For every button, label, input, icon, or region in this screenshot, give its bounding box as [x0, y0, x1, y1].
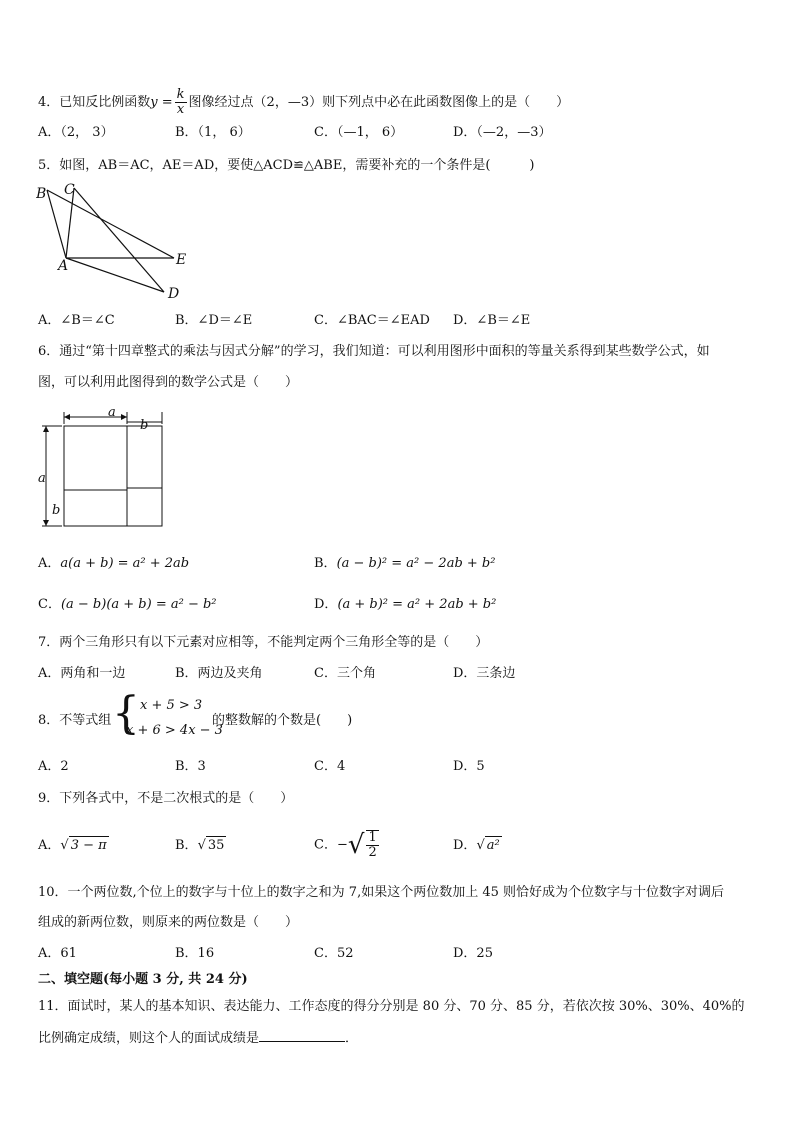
q8-inequality-2: x + 6 > 4x − 3 — [126, 723, 223, 738]
radical-sign-icon: √ — [347, 830, 365, 860]
q9-option-d-label: D． — [453, 838, 477, 853]
radical-sign-icon: √ — [476, 838, 485, 853]
q9-option-d[interactable] — [453, 836, 502, 855]
q9-option-c-den: 2 — [368, 845, 377, 860]
q9-option-c-label: C． — [314, 837, 337, 853]
q4-option-d[interactable]: D．（—2，—3） — [453, 125, 552, 140]
q8-inequality-1: x + 5 > 3 — [140, 698, 203, 713]
q6-arrow-left-bottom — [43, 520, 49, 526]
q6-option-d-label: D． — [314, 597, 338, 612]
q9-option-a-label: A． — [38, 838, 61, 853]
q5-label-c: C — [64, 182, 75, 198]
q5-label-b: B — [36, 186, 47, 202]
q11-stem-line1: 11．面试时，某人的基本知识、表达能力、工作态度的得分分别是 80 分、70 分、85 分，若依次按 30%、30%、40%的 — [38, 999, 745, 1014]
q4-stem-before: 4．已知反比例函数 — [38, 95, 151, 110]
q5-option-d[interactable]: D．∠B＝∠E — [453, 313, 531, 328]
q9-option-c-num: 1 — [368, 830, 377, 845]
q6-option-a-formula: a(a + b) = a² + 2ab — [60, 556, 190, 571]
q6-option-a[interactable] — [38, 555, 189, 573]
q9-option-d-radicand: a² — [486, 838, 500, 853]
q6-option-c-formula: (a − b)(a + b) = a² − b² — [60, 597, 217, 612]
q5-label-e: E — [176, 252, 187, 268]
q6-label-left-b: b — [52, 503, 61, 518]
q9-option-b-radicand: 35 — [207, 838, 225, 853]
q5-option-c[interactable]: C．∠BAC＝∠EAD — [314, 313, 430, 328]
q8-option-a[interactable]: A．2 — [38, 759, 69, 774]
q4-frac-den: x — [176, 102, 185, 117]
q6-option-b-formula: (a − b)² = a² − 2ab + b² — [336, 556, 496, 571]
q5-label-d: D — [168, 286, 180, 302]
q9-option-c[interactable] — [314, 828, 381, 863]
q6-square-outer — [64, 426, 162, 526]
q4-func-lhs: y = — [150, 95, 173, 110]
q6-arrow-left-top — [43, 426, 49, 432]
q7-option-b[interactable]: B．两边及夹角 — [175, 666, 263, 681]
q5-option-a[interactable]: A．∠B＝∠C — [38, 313, 115, 328]
q6-label-left-a: a — [38, 471, 46, 486]
q10-option-b[interactable]: B．16 — [175, 946, 215, 961]
q11-stem-end: ． — [345, 1031, 359, 1046]
q6-label-top-b: b — [140, 418, 149, 433]
q10-option-c[interactable]: C．52 — [314, 946, 354, 961]
q9-stem: 9．下列各式中，不是二次根式的是（ ） — [38, 791, 294, 806]
q6-option-c[interactable] — [38, 596, 217, 614]
q6-option-d[interactable] — [314, 596, 496, 614]
q4-stem-after: 图像经过点（2，—3）则下列点中必在此函数图像上的是（ ） — [188, 95, 570, 110]
q10-stem-line1: 10．一个两位数,个位上的数字与十位上的数字之和为 7,如果这个两位数加上 45 则恰好成为个位数字与十位数字对调后 — [38, 885, 725, 900]
q6-arrow-top-right — [121, 414, 127, 420]
q6-stem-line2: 图，可以利用此图得到的数学公式是（ ） — [38, 375, 299, 390]
q9-option-b[interactable] — [175, 836, 226, 855]
q6-option-a-label: A． — [38, 556, 61, 571]
q5-segment-ba — [47, 190, 66, 258]
q7-stem: 7．两个三角形只有以下元素对应相等，不能判定两个三角形全等的是（ ） — [38, 635, 489, 650]
q8-option-b[interactable]: B．3 — [175, 759, 206, 774]
q6-label-top-a: a — [108, 405, 116, 420]
q6-stem-line1: 6．通过“第十四章整式的乘法与因式分解”的学习，我们知道：可以利用图形中面积的等量关系得到某些数学公式，如 — [38, 344, 710, 359]
q10-option-d[interactable]: D．25 — [453, 946, 493, 961]
q8-brace: { — [112, 688, 140, 739]
q7-option-a[interactable]: A．两角和一边 — [38, 666, 126, 681]
q10-option-a[interactable]: A．61 — [38, 946, 77, 961]
q8-stem-after: 的整数解的个数是( ) — [212, 713, 353, 728]
q7-option-d[interactable]: D．三条边 — [453, 666, 516, 681]
q5-segment-be — [47, 190, 174, 258]
q9-option-a[interactable] — [38, 836, 109, 855]
section-2-title: 二、填空题(每小题 3 分, 共 24 分) — [38, 972, 248, 987]
q9-option-c-fraction — [366, 830, 378, 860]
q5-option-b[interactable]: B．∠D＝∠E — [175, 313, 253, 328]
radical-sign-icon: √ — [197, 838, 206, 853]
q11-answer-blank[interactable] — [259, 1029, 345, 1042]
q9-option-a-radicand: 3 − π — [70, 838, 107, 853]
q6-figure — [36, 404, 172, 532]
q5-figure — [36, 182, 196, 302]
q9-option-b-label: B． — [175, 838, 198, 853]
radical-sign-icon: √ — [60, 838, 69, 853]
q4-option-c[interactable]: C．（—1， 6） — [314, 125, 404, 140]
q4-option-a[interactable]: A．（2， 3） — [38, 125, 114, 140]
q11-stem-line2 — [38, 1029, 358, 1048]
q5-label-a: A — [58, 258, 69, 274]
q4-fraction — [175, 88, 187, 117]
q8-option-d[interactable]: D．5 — [453, 759, 485, 774]
q6-arrow-top-left — [64, 414, 70, 420]
q7-option-c[interactable]: C．三个角 — [314, 666, 376, 681]
q9-option-c-sign: − — [336, 837, 348, 853]
q8-stem-before: 8．不等式组 — [38, 713, 112, 728]
q10-stem-line2: 组成的新两位数，则原来的两位数是（ ） — [38, 915, 299, 930]
q4-frac-num: k — [176, 87, 185, 102]
q5-stem: 5．如图，AB＝AC，AE＝AD，要使△ACD≌△ABE，需要补充的一个条件是( ) — [38, 158, 535, 173]
q6-option-d-formula: (a + b)² = a² + 2ab + b² — [337, 597, 497, 612]
q4-stem — [38, 88, 569, 117]
q6-option-b-label: B． — [314, 556, 337, 571]
q6-option-c-label: C． — [38, 597, 61, 612]
q4-option-b[interactable]: B．（1， 6） — [175, 125, 251, 140]
q11-stem-text: 比例确定成绩，则这个人的面试成绩是 — [38, 1031, 260, 1046]
q8-option-c[interactable]: C．4 — [314, 759, 346, 774]
q6-option-b[interactable] — [314, 555, 495, 573]
q5-segment-ca — [66, 188, 74, 258]
